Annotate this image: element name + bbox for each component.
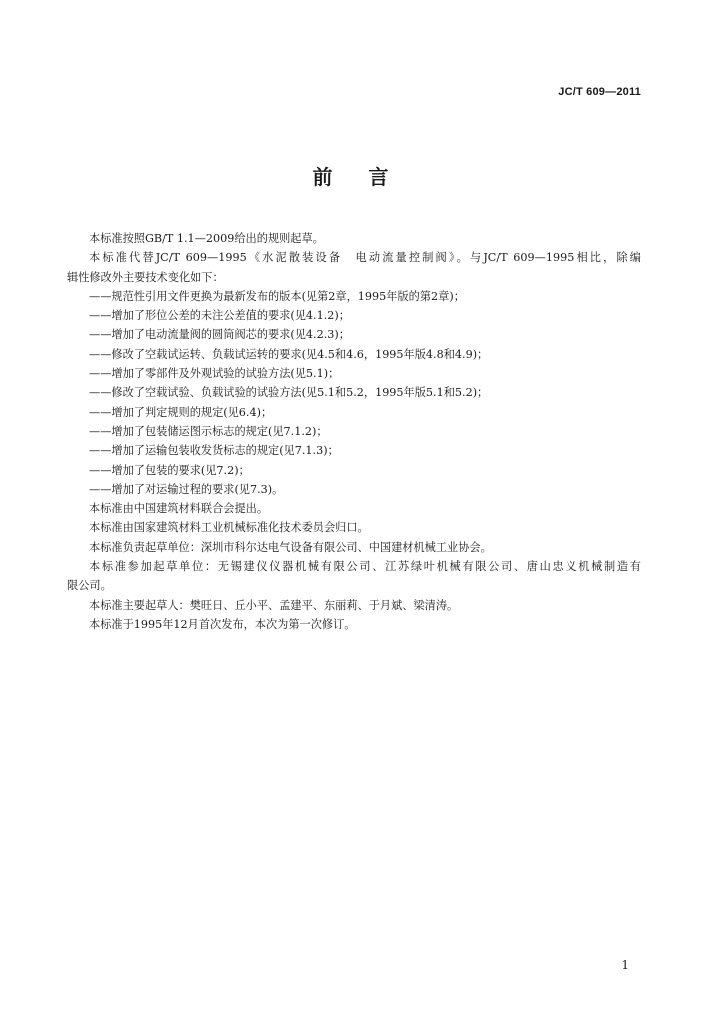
standard-code: JC/T 609—2011	[558, 86, 641, 98]
change-item: ——增加了运输包装收发货标志的规定(见7.1.3)；	[89, 444, 339, 458]
main-drafters: 本标准主要起草人：樊旺日、丘小平、孟建平、东丽莉、于月斌、梁清涛。	[89, 598, 459, 612]
change-item: ——增加了零部件及外观试验的试验方法(见5.1)；	[89, 367, 340, 381]
change-item: ——修改了空载试验、负载试验的试验方法(见5.1和5.2，1995年版5.1和5.2)；	[89, 386, 489, 400]
proposed-by: 本标准由中国建筑材料联合会提出。	[89, 502, 269, 516]
participating-units-line2: 限公司。	[67, 579, 112, 593]
foreword-body	[67, 229, 641, 634]
change-item: ——增加了包装储运图示标志的规定(见7.1.2)；	[89, 424, 328, 438]
page-number: 1	[621, 958, 629, 972]
change-item: ——规范性引用文件更换为最新发布的版本(见第2章，1995年版的第2章)；	[89, 289, 465, 303]
change-item: ——增加了对运输过程的要求(见7.3)。	[89, 482, 284, 496]
publication-history: 本标准于1995年12月首次发布，本次为第一次修订。	[89, 617, 356, 631]
change-item: ——增加了包装的要求(见7.2)；	[89, 463, 250, 477]
change-item: ——修改了空载试运转、负载试运转的要求(见4.5和4.6，1995年版4.8和4.9)；	[89, 347, 489, 361]
page-title	[0, 161, 701, 190]
change-item: ——增加了判定规则的规定(见6.4)；	[89, 405, 273, 419]
change-item: ——增加了形位公差的未注公差值的要求(见4.1.2)；	[89, 309, 350, 323]
drafting-units: 本标准负责起草单位：深圳市科尔达电气设备有限公司、中国建材机械工业协会。	[89, 540, 492, 554]
title-char-2: 言	[368, 165, 389, 189]
replacement-paragraph-line2: 辑性修改外主要技术变化如下：	[67, 270, 224, 284]
title-char-1: 前	[312, 165, 333, 189]
change-item: ——增加了电动流量阀的圆筒阀芯的要求(见4.2.3)；	[89, 328, 350, 342]
drafting-rule-paragraph: 本标准按照GB/T 1.1—2009给出的规则起草。	[89, 232, 324, 245]
replacement-paragraph-line1: 本标准代替JC/T 609—1995《水泥散装设备 电动流量控制阀》。与JC/T 609—1995相比，除编	[89, 251, 641, 265]
managed-by: 本标准由国家建筑材料工业机械标准化技术委员会归口。	[89, 521, 369, 535]
participating-units-line1: 本标准参加起草单位：无锡建仪仪器机械有限公司、江苏绿叶机械有限公司、唐山忠义机械制造有	[89, 560, 641, 574]
